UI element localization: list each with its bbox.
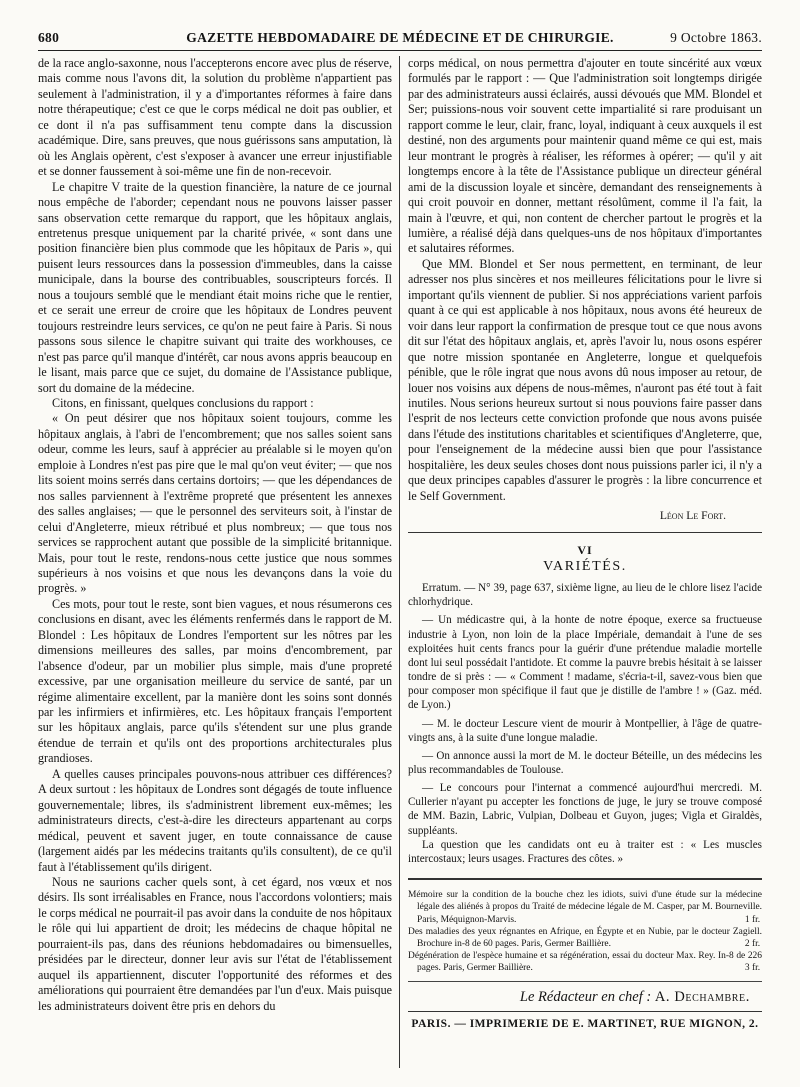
erratum-item: Erratum. — N° 39, page 637, sixième ligne, au lieu de le chlore lisez l'acide chlorhydrique. [408,582,762,609]
section-number: VI [577,543,593,558]
paragraph: de la race anglo-saxonne, nous l'accepterons encore avec plus de réserve, mais comme nous l'avons dit, la solution du problème n'appartient pas seulement à l'administration, il y a d'importantes réformes à faire dans notre thérapeutique; c'est ce que le corps médical ne doit pas oublier, et ce dont il n'a pas suffisamment tenu compte dans la discussion académique. Dire, sans preuves, que nous guérissons sans amputation, là où les Anglais opèrent, c'est s'exposer à avancer une erreur injustifiable et se donner faussement à soi-même une fin de non-recevoir. [38,56,392,179]
bibliography-box [408,878,762,981]
price: 1 fr. [744,914,761,925]
bibliography-entry: Des maladies des yeux régnantes en Afrique, en Égypte et en Nubie, par le docteur Zagiell. Brochure in-8 de 60 pages. Paris, Germer Baillière. 2 fr. [408,926,762,949]
quotation-paragraph: « On peut désirer que nos hôpitaux soient toujours, comme les hôpitaux anglais, à l'abri de l'encombrement; que nos salles soient sans odeur, comme les leurs, sauf à apprécier au préalable si le moyen qu'on emploie à Londres n'est pas pire que le mal qu'on veut éviter; — que nos lits soient moins serrés dans certains dortoirs; — que les dépendances de nos salles parviennent à l'extrême propreté que présentent les annexes des salles anglaises; — que le personnel des serviteurs soit, à l'instar de celui d'Angleterre, mieux rétribué et plus nombreux; — que tous nos services se rapprochent autant que possible de la simplicité britannique. Mais, pour tout le reste, rendons-nous cette justice que nous sommes supérieurs à nos voisins et que nous les devançons dans la voie du progrès. » [38,411,392,596]
journal-title: GAZETTE HEBDOMADAIRE DE MÉDECINE ET DE CHIRURGIE. [186,30,614,45]
printer-imprint: PARIS. — IMPRIMERIE DE E. MARTINET, RUE MIGNON, 2. [408,1011,762,1030]
news-item: — Un médicastre qui, à la honte de notre époque, exerce sa fructueuse industrie à Lyon, non loin de la place Impériale, demandait à l'une de ses exploitées huit cents francs pour la guérir d'une prétendue maladie mortelle dont lui seul possédait l'antidote. Et comme la pauvre brebis hésitait à se laisser tondre de si près : — « Comment ! madame, s'écria-t-il, savez-vous bien que pour composer mon spécifique il faut que je distille de l'ambre ! » (Gaz. méd. de Lyon.) [408,614,762,712]
paragraph: Que MM. Blondel et Ser nous permettent, en terminant, de leur adresser nos plus sincères et nos meilleures félicitations pour le livre si important qu'ils viennent de publier. Si nos appréciations varient parfois quant à ce qui est applicable à nos hôpitaux, nous avons été heureux de voir dans leur rapport la confirmation de presque tout ce que nous avons dit sur l'état des hôpitaux anglais, et, après l'avoir lu, nous osons espérer que notre mission spontanée en Angleterre, longue et quelquefois pénible, que le rôle ingrat que nous avons dû nous imposer au retour, de louer nos voisins aux dépens de nous-mêmes, n'auront pas été tout à fait inutiles. Nous serions heureux surtout si nous pouvions faire passer dans l'esprit de nos lecteurs cette conviction profonde que nous avons puisée dans l'étude des institutions charitables et scientifiques d'Angleterre, que, pour l'enseignement de la médecine aussi bien que pour l'assistance hospitalière, les deux seules choses dont nous puissions parler ici, il n'y a que deux principes capables d'assurer le progrès : la libre concurrence et le Self Government. [408,256,762,503]
column-divider [399,56,400,1068]
left-column [38,56,392,1014]
section-title: VARIÉTÉS. [543,559,627,575]
bibliography-entry: Mémoire sur la condition de la bouche chez les idiots, suivi d'une étude sur la médecine légale des aliénés à propos du Traité de médecine légale de M. Casper, par M. Bourneville. Paris, Méquignon-Marvis. 1 fr. [408,890,762,925]
issue-date: 9 Octobre 1863. [670,30,762,45]
paragraph: Nous ne saurions cacher quels sont, à cet égard, nos vœux et nos désirs. Ils sont irréalisables en France, nous l'accordons volontiers; mais le corps médical ne pourrait-il pas avoir dans la conduite de nos hôpitaux le rôle qui lui appartient de droit; les médecins de chaque hôpital ne pourraient-ils pas, dans des réunions hebdomadaires ou bimensuelles, présidées par le directeur, donner leur avis sur l'état de l'établissement auquel ils appartiennent, discuter l'opportunité des réformes et des améliorations qui pourraient être demandées par l'un d'eux. Mais puisque les administrateurs doivent être pris en dehors du [38,875,392,1013]
editor-label: Le Rédacteur en chef : [519,988,652,1005]
editor-name: A. Dechambre. [654,988,750,1005]
header-rule [38,50,762,51]
paragraph: corps médical, on nous permettra d'ajouter en toute sincérité aux vœux formulés par le rapport : — Que l'administration soit longtemps dirigée par des administrateurs aussi éclairés, aussi dévoués que MM. Blondel et Ser; puissions-nous voir souvent cette impartialité si rare produisant un rapport comme le leur, clair, franc, loyal, indiquant à ceux auxquels il est destiné, non des arguments pour maintenir quand même ce qui est, mais leur montrant le progrès à réaliser, les réformes à opérer; — qu'il y ait longtemps encore à la tête de l'Assistance publique un directeur général ami de la discussion loyale et sincère, demandant des renseignements à qui croit pouvoir en donner, mettant résolûment, comme il l'a fait, la main à l'œuvre, et qui, non content de chercher partout le progrès et la lumière, a réalisé déjà dans quelques-uns de nos hôpitaux d'importantes et salutaires réformes. [408,56,762,256]
news-item: — Le concours pour l'internat a commencé aujourd'hui mercredi. M. Cullerier n'ayant pu accepter les fonctions de juge, le jury se trouve composé de MM. Bazin, Labric, Vulpian, Dolbeau et Guyon, juges; Vigla et Giraldès, suppléants. [408,782,762,837]
running-header [38,30,762,48]
news-item: La question que les candidats ont eu à traiter est : « Les muscles intercostaux; leurs usages. Fractures des côtes. » [408,838,762,865]
bibliography-entry: Dégénération de l'espèce humaine et sa régénération, essai du docteur Max. Rey. In-8 de 226 pages. Paris, Germer Baillière. 3 fr. [408,951,762,974]
paragraph: Ces mots, pour tout le reste, sont bien vagues, et nous résumerons ces conclusions en disant, avec les éléments renfermés dans le rapport de M. Blondel : Les hôpitaux de Londres l'emportent sur les nôtres par les dimensions meilleures des salles, par moins d'encombrement, par l'absence d'odeur, par un mobilier plus simple, mais d'une propreté excessive, par une organisation meilleure du service de santé, par un régime alimentaire excellent, par la manière dont les soins sont donnés par les infirmiers et infirmières, etc. Les hôpitaux français l'emportent sur les hôpitaux anglais, parce qu'ils s'étendent sur une plus grande étendue de terrain et qu'ils ont des proportions architecturales plus grandioses. [38,596,392,766]
page-number: 680 [38,30,60,45]
author-signature: Léon Le Fort. [659,509,726,523]
paragraph: Citons, en finissant, quelques conclusions du rapport : [52,395,314,410]
news-item: — On annonce aussi la mort de M. le docteur Béteille, un des médecins les plus recommandables de Toulouse. [408,749,762,777]
paragraph: Le chapitre V traite de la question financière, la nature de ce journal nous empêche de l'aborder; cependant nous ne pouvons laisser passer sans observation cette remarque du rapport, que les hôpitaux anglais, entretenus presque uniquement par la charité privée, « sont dans une position financière bien plus commode que les hôpitaux de Paris », qui puisent leurs ressources dans la possession d'immeubles, dans la caisse municipale, dans la bourse des contribuables, souscripteurs forcés. Il nous a toujours semblé que le mendiant était moins riche que le rentier, et ce serait une erreur de croire que les hôpitaux de Londres peuvent toujours restreindre leurs services, ce qu'on ne peut faire à Paris. Si nous passons sous silence le chapitre suivant qui traite des workhouses, ce n'est pas parce qu'il manque d'intérêt, car nous avons appris beaucoup en le lisant, mais parce que ce sujet, du domaine de l'Assistance publique, sort du domaine de la médecine. [38,179,392,395]
section-rule [408,532,762,533]
editor-credit [408,987,762,1007]
price: 2 fr. [744,938,761,949]
paragraph: A quelles causes principales pouvons-nous attribuer ces différences? A deux surtout : les hôpitaux de Londres sont dégagés de toute influence gouvernementale; libres, ils s'administrent librement eux-mêmes; les administrateurs directs, c'est-à-dire les directeurs appartenant au corps médical, peuvent et savent juger, en toute connaissance de cause (largement aidés par les médecins traitants qu'ils consultent), de ce qu'il faut à l'établissement qu'ils dirigent. [38,766,392,874]
right-column [408,56,762,1030]
news-item: — M. le docteur Lescure vient de mourir à Montpellier, à l'âge de quatre-vingts ans, à la suite d'une longue maladie. [408,717,762,744]
price: 3 fr. [744,963,761,974]
